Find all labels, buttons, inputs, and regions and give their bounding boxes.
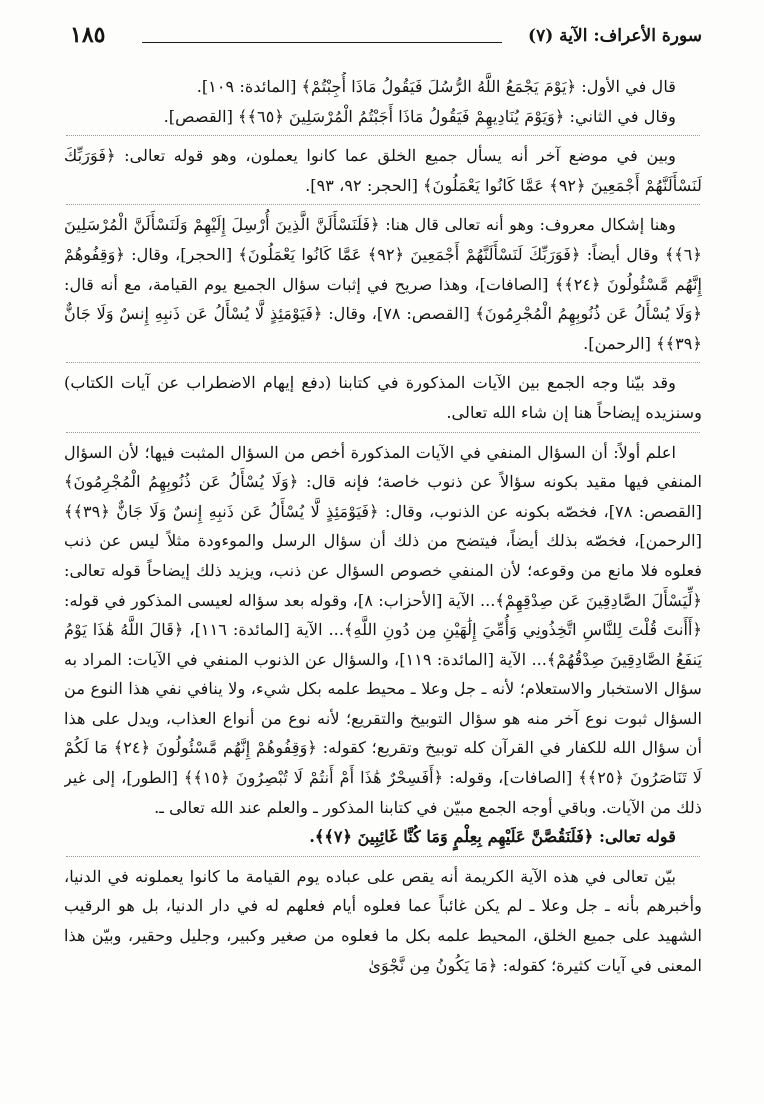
section-divider: [66, 204, 700, 205]
paragraph-quote-second: وقال في الثاني: ﴿وَيَوْمَ يُنَادِيهِمْ فَيَقُولُ مَاذَا أَجَبْتُمُ الْمُرْسَلِينَ ﴿٦٥﴾﴾ [القصص].: [163, 106, 676, 126]
verse-heading: [64, 822, 702, 852]
paragraph-commentary: بيّن تعالى في هذه الآية الكريمة أنه يقص على عباده يوم القيامة ما كانوا يعملونه في الدنيا، وأخبرهم بأنه ـ جل وعلا ـ لم يكن غائباً عما فعلوه أيام فعلهم له في دار الدنيا، بل هو الرقيب الشهيد على جميع الخلق، المحيط علمه بكل ما فعلوه من صغير وكبير، وجليل وحقير، وبيّن هذا المعنى في آيات كثيرة؛ كقوله: ﴿مَا يَكُونُ مِن نَّجْوَىٰ: [64, 866, 702, 975]
section-divider: [66, 432, 700, 433]
page-number: ١٨٥: [70, 22, 106, 48]
paragraph-quote-first: قال في الأول: ﴿يَوْمَ يَجْمَعُ اللَّهُ الرُّسُلَ فَيَقُولُ مَاذَا أُجِبْتُمْ﴾ [المائدة: ١٠٩].: [196, 77, 676, 96]
surah-title: سورة الأعراف: الآية (٧): [528, 26, 702, 46]
paragraph-explanation: اعلم أولاً: أن السؤال المنفي في الآيات المذكورة أخص من السؤال المثبت فيها؛ لأن السؤال المنفي فيها مقيد بكونه سؤالاً عن ذنوب خاصة؛ فإنه قال: ﴿وَلَا يُسْأَلُ عَن ذُنُوبِهِمُ الْمُجْرِمُونَ﴾ [القصص: ٧٨]، فخصّه بكونه عن الذنوب، وقال: ﴿فَيَوْمَئِذٍ لَّا يُسْأَلُ عَن ذَنبِهِ إِنسٌ وَلَا جَانٌّ ﴿٣٩﴾﴾ [الرحمن]، فخصّه بذلك أيضاً، فيتضح من ذلك أن سؤال الرسل والموءودة مثلاً ليس عن ذنب فعلوه فلا مانع من وقوعه؛ لأن المنفي خصوص السؤال عن ذنب، ويزيد ذلك إيضاحاً قوله تعالى: ﴿لِّيَسْأَلَ الصَّادِقِينَ عَن صِدْقِهِمْ﴾... الآية [الأحزاب: ٨]، وقوله بعد سؤاله لعيسى المذكور في قوله: ﴿أَأَنتَ قُلْتَ لِلنَّاسِ اتَّخِذُونِي وَأُمِّيَ إِلَٰهَيْنِ مِن دُونِ اللَّهِ﴾... الآية [المائدة: ١١٦]، ﴿قَالَ اللَّهُ هَٰذَا يَوْمُ يَنفَعُ الصَّادِقِينَ صِدْقُهُمْ﴾... الآية [المائدة: ١١٩]، والسؤال عن الذنوب المنفي في الآيات: المراد به سؤال الاستخبار والاستعلام؛ لأنه ـ جل وعلا ـ محيط علمه بكل شيء، ولا ينافي نفي هذا النوع من السؤال ثبوت نوع آخر منه هو سؤال التوبيخ والتقريع؛ لأنه نوع من أنواع العذاب، ويدل على هذا أن سؤال الله للكفار في القرآن كله توبيخ وتقريع؛ كقوله: ﴿وَقِفُوهُمْ إِنَّهُم مَّسْئُولُونَ ﴿٢٤﴾ مَا لَكُمْ لَا تَنَاصَرُونَ ﴿٢٥﴾﴾ [الصافات]، وقوله: ﴿أَفَسِحْرٌ هَٰذَا أَمْ أَنتُمْ لَا تُبْصِرُونَ ﴿١٥﴾﴾ [الطور]، إلى غير ذلك من الآيات. وباقي أوجه الجمع مبيّن في كتابنا المذكور ـ والعلم عند الله تعالى ـ.: [64, 442, 702, 817]
page-body: [64, 72, 702, 1096]
header-rule: [142, 42, 502, 43]
section-divider: [66, 362, 700, 363]
paragraph-all-creation: وبين في موضع آخر أنه يسأل جميع الخلق عما كانوا يعملون، وهو قوله تعالى: ﴿فَوَرَبِّكَ لَنَسْأَلَنَّهُمْ أَجْمَعِينَ ﴿٩٢﴾ عَمَّا كَانُوا يَعْمَلُونَ﴾ [الحجر: ٩٢، ٩٣].: [64, 146, 702, 195]
paragraph-problem: وهنا إشكال معروف: وهو أنه تعالى قال هنا: ﴿فَلَنَسْأَلَنَّ الَّذِينَ أُرْسِلَ إِلَيْهِمْ وَلَنَسْأَلَنَّ الْمُرْسَلِينَ ﴿٦﴾﴾ وقال أيضاً: ﴿فَوَرَبِّكَ لَنَسْأَلَنَّهُمْ أَجْمَعِينَ ﴿٩٢﴾ عَمَّا كَانُوا يَعْمَلُونَ﴾ [الحجر]، وقال: ﴿وَقِفُوهُمْ إِنَّهُم مَّسْئُولُونَ ﴿٢٤﴾﴾ [الصافات]، وهذا صريح في إثبات سؤال الجميع يوم القيامة، مع أنه قال: ﴿وَلَا يُسْأَلُ عَن ذُنُوبِهِمُ الْمُجْرِمُونَ﴾ [القصص: ٧٨]، وقال: ﴿فَيَوْمَئِذٍ لَّا يُسْأَلُ عَن ذَنبِهِ إِنسٌ وَلَا جَانٌّ ﴿٣٩﴾﴾ [الرحمن].: [64, 215, 702, 353]
running-header: [70, 22, 702, 54]
verse-heading-text: ﴿فَلَنَقُصَّنَّ عَلَيْهِم بِعِلْمٍ وَمَا كُنَّا غَائِبِينَ ﴿٧﴾﴾.: [309, 827, 594, 847]
section-divider: [66, 135, 700, 136]
section-divider: [66, 856, 700, 857]
paragraph-reconciliation-ref: وقد بيّنا وجه الجمع بين الآيات المذكورة في كتابنا (دفع إيهام الاضطراب عن آيات الكتاب) وسنزيده إيضاحاً هنا إن شاء الله تعالى.: [64, 373, 702, 422]
verse-heading-label: قوله تعالى:: [599, 827, 676, 847]
